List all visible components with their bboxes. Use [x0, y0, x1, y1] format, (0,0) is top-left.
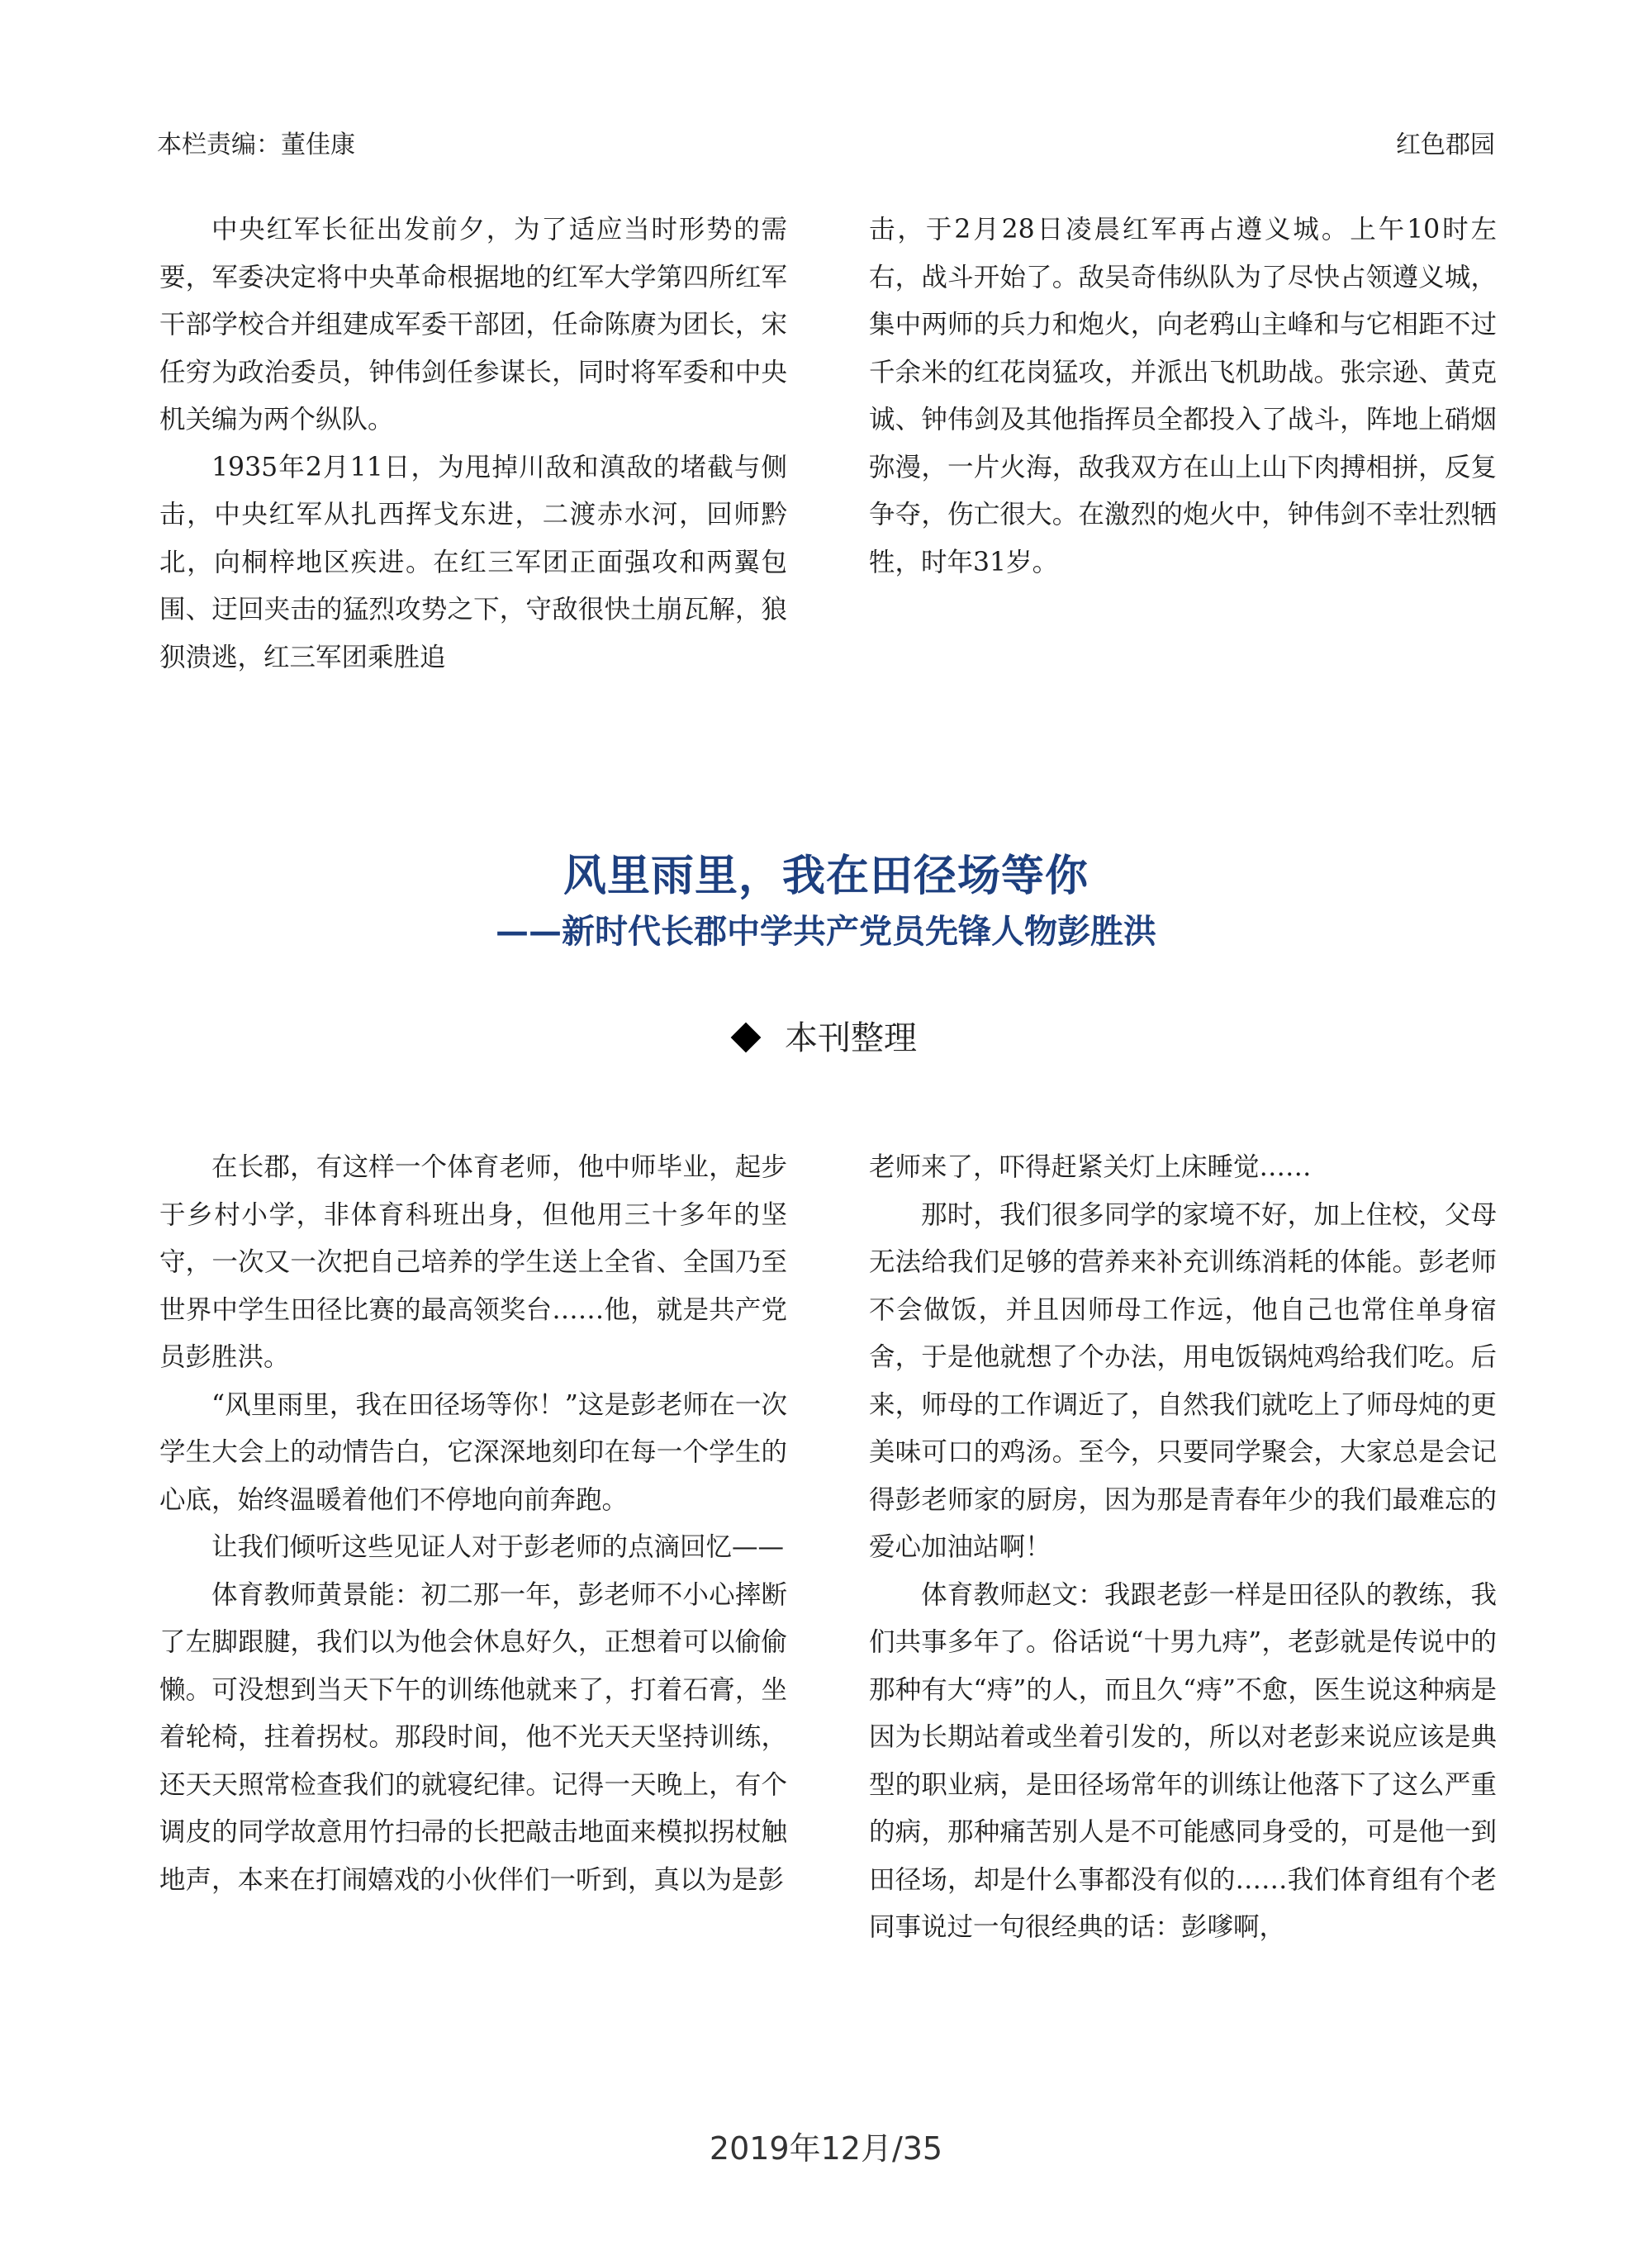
column-editor: 本栏责编：董佳康: [157, 131, 355, 159]
byline-text: 本刊整理: [785, 1019, 917, 1057]
page-footer: 2019年12月/35: [709, 2130, 943, 2167]
paragraph: 老师来了，吓得赶紧关灯上床睡觉……: [869, 1152, 1312, 1182]
top-left-column: [159, 207, 787, 681]
paragraph: 那时，我们很多同学的家境不好，加上住校，父母无法给我们足够的营养来补充训练消耗的体能。彭老师不会做饭，并且因师母工作远，他自己也常住单身宿舍，于是他就想了个办法，用电饭锅炖鸡给我们吃。后来，师母的工作调近了，自然我们就吃上了师母炖的更美味可口的鸡汤。至今，只要同学聚会，大家总是会记得彭老师家的厨房，因为那是青春年少的我们最难忘的爱心加油站啊！: [869, 1199, 1497, 1562]
bottom-left-column: [159, 1144, 787, 1904]
paragraph: 中央红军长征出发前夕，为了适应当时形势的需要，军委决定将中央革命根据地的红军大学第四所红军干部学校合并组建成军委干部团，任命陈赓为团长，宋任穷为政治委员，钟伟剑任参谋长，同时将军委和中央机关编为两个纵队。: [159, 215, 787, 434]
section-name: 红色郡园: [1396, 131, 1495, 159]
paragraph: “风里雨里，我在田径场等你！”这是彭老师在一次学生大会上的动情告白，它深深地刻印在每一个学生的心底，始终温暖着他们不停地向前奔跑。: [159, 1389, 787, 1515]
paragraph: 在长郡，有这样一个体育老师，他中师毕业，起步于乡村小学，非体育科班出身，但他用三十多年的坚守，一次又一次把自己培养的学生送上全省、全国乃至世界中学生田径比赛的最高领奖台……他，就是共产党员彭胜洪。: [159, 1152, 787, 1372]
paragraph: 击，于2月28日凌晨红军再占遵义城。上午10时左右，战斗开始了。敌吴奇伟纵队为了尽快占领遵义城，集中两师的兵力和炮火，向老鸦山主峰和与它相距不过千余米的红花岗猛攻，并派出飞机助战。张宗逊、黄克诚、钟伟剑及其他指挥员全都投入了战斗，阵地上硝烟弥漫，一片火海，敌我双方在山上山下肉搏相拼，反复争夺，伤亡很大。在激烈的炮火中，钟伟剑不幸壮烈牺牲，时年31岁。: [869, 215, 1497, 577]
byline: [0, 1012, 1652, 1059]
bottom-right-column: [869, 1144, 1497, 1952]
top-right-column: [869, 207, 1497, 586]
paragraph: 让我们倾听这些见证人对于彭老师的点滴回忆——: [211, 1532, 785, 1562]
diamond-bullet-icon: [731, 1023, 762, 1053]
article-title: 风里雨里，我在田径场等你: [563, 851, 1089, 901]
paragraph: 体育教师黄景能：初二那一年，彭老师不小心摔断了左脚跟腱，我们以为他会休息好久，正想着可以偷偷懒。可没想到当天下午的训练他就来了，打着石膏，坐着轮椅，拄着拐杖。那段时间，他不光天天坚持训练，还天天照常检查我们的就寝纪律。记得一天晚上，有个调皮的同学故意用竹扫帚的长把敲击地面来模拟拐杖触地声，本来在打闹嬉戏的小伙伴们一听到，真以为是彭: [159, 1579, 787, 1895]
paragraph: 1935年2月11日，为甩掉川敌和滇敌的堵截与侧击，中央红军从扎西挥戈东进，二渡赤水河，回师黔北，向桐梓地区疾进。在红三军团正面强攻和两翼包围、迂回夹击的猛烈攻势之下，守敌很快土崩瓦解，狼狈溃逃，红三军团乘胜追: [159, 452, 787, 672]
article-subtitle: ——新时代长郡中学共产党员先锋人物彭胜洪: [496, 912, 1156, 951]
paragraph: 体育教师赵文：我跟老彭一样是田径队的教练，我们共事多年了。俗话说“十男九痔”，老彭就是传说中的那种有大“痔”的人，而且久“痔”不愈，医生说这种病是因为长期站着或坐着引发的，所以对老彭来说应该是典型的职业病，是田径场常年的训练让他落下了这么严重的病，那种痛苦别人是不可能感同身受的，可是他一到田径场，却是什么事都没有似的……我们体育组有个老同事说过一句很经典的话：彭嗲啊，: [869, 1579, 1497, 1942]
